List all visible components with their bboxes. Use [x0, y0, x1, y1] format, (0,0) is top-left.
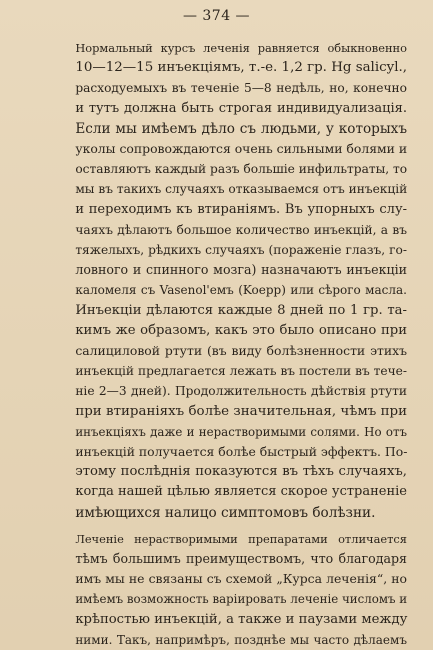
text-line: чаяхъ дѣлаютъ большое количество инъекцій, а въ: [75, 222, 407, 237]
text-line: крѣпостью инъекцій, а также и паузами между: [75, 611, 408, 627]
paragraph-1: [59, 38, 407, 523]
text-line: каломеля съ Vasenol'емъ (Koepp) или сѣрого масла.: [75, 283, 407, 298]
text-line: Нормальный курсъ леченія равняется обыкновенно: [75, 41, 407, 55]
text-line: тѣмъ большимъ преимуществомъ, что благодаря: [75, 551, 407, 567]
page-number: — 374 —: [182, 8, 251, 24]
text-line: Если мы имѣемъ дѣло съ людьми, у которыхъ: [75, 120, 407, 137]
text-line: ловного и спинного мозга) назначаютъ инъекціи: [75, 262, 407, 278]
text-line: расходуемыхъ въ теченіе 5—8 недѣль, но, конечно: [75, 81, 407, 96]
text-line: и переходимъ къ втираніямъ. Въ упорныхъ слу-: [75, 201, 407, 217]
text-line: уколы сопровождаются очень сильными болями и: [75, 141, 408, 157]
text-line: и тутъ должна быть строгая индивидуализація.: [75, 100, 407, 116]
text-line: Леченіе нерастворимыми препаратами отличается: [75, 531, 407, 546]
text-line: имѣемъ возможность варіировать леченіе числомъ и: [75, 592, 408, 607]
paragraph-2: [59, 529, 407, 650]
text-line: 10—12—15 инъекціямъ, т.-е. 1,2 гр. Hg salicyl.,: [75, 60, 407, 76]
text-line: тяжелыхъ, рѣдкихъ случаяхъ (пораженіе глазъ, го-: [75, 243, 407, 258]
text-line: инъекцій предлагается лежать въ постели въ тече-: [75, 364, 407, 379]
text-line: кимъ же образомъ, какъ это было описано при: [75, 322, 407, 338]
text-line: ніе 2—3 дней). Продолжительность дѣйствія ртути: [75, 384, 407, 399]
text-line: когда нашей цѣлью является скорое устраненіе: [75, 484, 407, 500]
text-line: имъ мы не связаны съ схемой „Курса леченія“, но: [75, 571, 407, 587]
text-line: имѣющихся налицо симптомовъ болѣзни.: [75, 504, 376, 521]
text-line: инъекцій получается болѣе быстрый эффектъ. По-: [75, 444, 408, 460]
text-line: этому послѣднія показуются въ тѣхъ случаяхъ,: [75, 464, 407, 480]
text-line: Инъекціи дѣлаются каждые 8 дней по 1 гр. та-: [75, 302, 407, 318]
text-line: оставляютъ каждый разъ большіе инфильтраты, то: [75, 162, 408, 177]
text-line: ними. Такъ, напримѣръ, позднѣе мы часто дѣлаемъ: [75, 632, 407, 647]
text-line: инъекціяхъ даже и нерастворимыми солями. Но отъ: [75, 424, 407, 439]
page-body: [59, 38, 407, 650]
text-line: при втираніяхъ болѣе значительная, чѣмъ при: [75, 403, 407, 419]
text-line: мы въ такихъ случаяхъ отказываемся отъ инъекцій: [75, 182, 408, 197]
text-line: салициловой ртути (въ виду болѣзненности этихъ: [75, 343, 407, 359]
